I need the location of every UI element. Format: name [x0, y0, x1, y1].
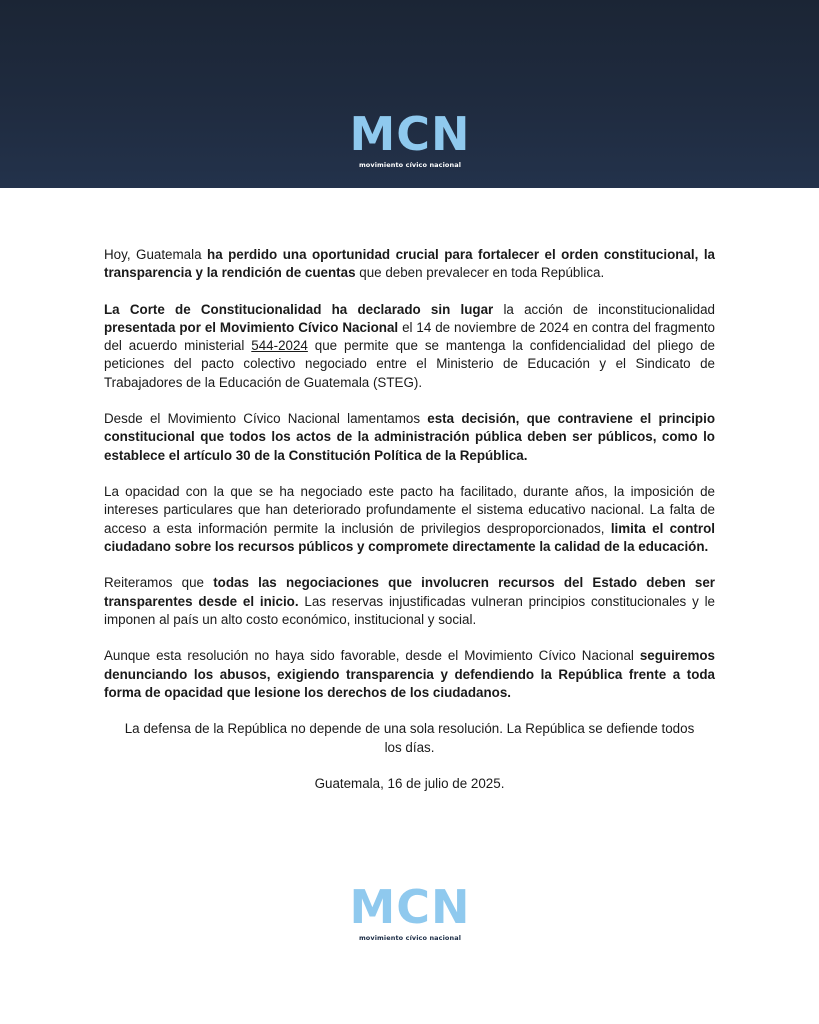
bold-span: limita el control ciudadano sobre los recursos públicos y compromete directamente la calidad de la educación.	[104, 520, 715, 554]
statement-body	[104, 246, 715, 812]
logo-tagline: movimiento cívico nacional	[358, 934, 462, 942]
text-span: Aunque esta resolución no haya sido favorable, desde el Movimiento Cívico Nacional	[104, 648, 640, 664]
closing-statement: La defensa de la República no depende de una sola resolución. La República se defiende todos los días.	[124, 721, 695, 755]
bold-span: seguiremos denunciando los abusos, exigiendo transparencia y defendiendo la República frente a toda forma de opacidad que lesione los derechos de los ciudadanos.	[104, 648, 715, 700]
text-span: que deben prevalecer en toda República.	[355, 265, 605, 281]
logo-mark: MCN	[349, 107, 471, 161]
logo-tagline: movimiento cívico nacional	[358, 161, 462, 169]
text-span: Hoy, Guatemala	[104, 247, 208, 262]
bold-span: La Corte de Constitucionalidad ha declarado sin lugar	[104, 301, 494, 317]
header-banner	[0, 0, 819, 188]
text-span: Reiteramos que	[104, 575, 214, 591]
text-span: La opacidad con la que se ha negociado este pacto ha facilitado, durante años, la imposición de intereses particulares que han deteriorado profundamente el sistema educativo nacional. La falta de acceso a esta información permite la inclusión de privilegios desproporcionados,	[104, 484, 715, 536]
paragraph-6	[104, 647, 715, 702]
bold-span: presentada por el Movimiento Cívico Nacional	[104, 320, 399, 335]
agreement-link[interactable]: 544-2024	[251, 338, 308, 354]
paragraph-4	[104, 483, 715, 556]
bold-span: todas las negociaciones que involucren recursos del Estado deben ser transparentes desde el inicio.	[104, 575, 716, 609]
mcn-logo-top	[340, 107, 480, 169]
text-span: la acción de inconstitucionalidad	[493, 301, 716, 317]
logo-mark: MCN	[349, 880, 471, 934]
paragraph-5	[104, 574, 715, 629]
date-line: Guatemala, 16 de julio de 2025.	[314, 776, 505, 792]
mcn-logo-bottom	[340, 880, 480, 942]
text-span: el 14 de noviembre de 2024 en contra del fragmento del acuerdo ministerial	[104, 320, 715, 354]
paragraph-2	[104, 301, 715, 392]
bold-span: ha perdido una oportunidad crucial para fortalecer el orden constitucional, la transparencia y la rendición de cuentas	[104, 247, 715, 281]
paragraph-3	[104, 410, 715, 465]
paragraph-1	[104, 246, 715, 282]
text-span: Las reservas injustificadas vulneran principios constitucionales y le imponen al país un alto costo económico, institucional y social.	[104, 593, 715, 627]
bold-span: esta decisión, que contraviene el principio constitucional que todos los actos de la administración pública deben ser públicos, como lo establece el artículo 30 de la Constitución Política de la República.	[104, 411, 715, 463]
text-span: Desde el Movimiento Cívico Nacional lamentamos	[104, 411, 428, 427]
text-span: que permite que se mantenga la confidencialidad del pliego de peticiones del pacto colectivo negociado entre el Ministerio de Educación y el Sindicato de Trabajadores de la Educación de Guatemala (STEG).	[104, 338, 715, 390]
